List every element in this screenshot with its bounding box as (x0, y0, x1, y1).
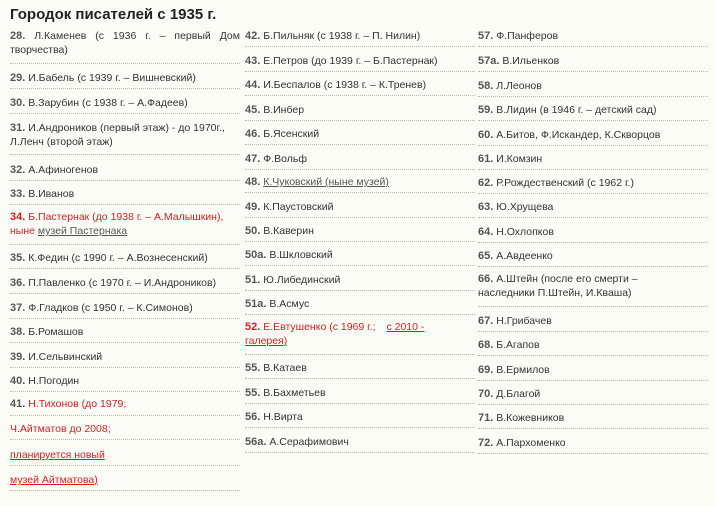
list-item: 42. Б.Пильняк (с 1938 г. – П. Нилин) (245, 26, 475, 47)
list-item: 40. Н.Погодин (10, 370, 240, 392)
list-item: 67. Н.Грибачев (478, 309, 708, 332)
list-item: 50а. В.Шкловский (245, 244, 475, 266)
list-item: 52. Е.Евтушенко (с 1969 г.; с 2010 - галерея) (245, 317, 475, 355)
museum-pasternak-link[interactable]: музей Пастернака (37, 225, 128, 237)
list-item: 60. А.Битов, Ф.Искандер, К.Скворцов (478, 123, 708, 146)
list-item: 51а. В.Асмус (245, 293, 475, 315)
gallery-link-2[interactable]: галерея) (245, 335, 288, 347)
list-item: 58. Л.Леонов (478, 74, 708, 97)
list-item: 68. Б.Агапов (478, 334, 708, 356)
list-item: 36. П.Павленко (с 1970 г. – И.Андроников) (10, 272, 240, 294)
list-item: 50. В.Каверин (245, 220, 475, 242)
list-item: Ч.Айтматов до 2008; (10, 418, 240, 440)
list-item: 33. В.Иванов (10, 183, 240, 205)
list-item: 55. В.Катаев (245, 357, 475, 379)
list-item: 48. К.Чуковский (ныне музей) (245, 171, 475, 193)
list-item: 45. В.Инбер (245, 98, 475, 121)
list-item: 35. К.Федин (с 1990 г. – А.Вознесенский) (10, 247, 240, 269)
list-item: 62. Р.Рождественский (с 1962 г.) (478, 172, 708, 194)
list-item: 64. Н.Охлопков (478, 220, 708, 243)
aitmatov-museum-link[interactable]: музей Айтматова) (10, 474, 98, 486)
chukovsky-museum-link[interactable]: К.Чуковский (ныне музей) (263, 176, 389, 188)
list-item: 39. И.Сельвинский (10, 345, 240, 368)
list-item: 69. В.Ермилов (478, 358, 708, 381)
list-item: 28. Л.Каменев (с 1936 г. – первый Дом творчества) (10, 26, 240, 64)
list-item: 71. В.Кожевников (478, 407, 708, 429)
list-item: 32. А.Афиногенов (10, 158, 240, 181)
list-item: 63. Ю.Хрущева (478, 196, 708, 218)
list-item: 46. Б.Ясенский (245, 122, 475, 145)
list-item: 56а. А.Серафимович (245, 430, 475, 453)
list-item: 34. Б.Пастернак (до 1938 г. – А.Малышкин), ныне музей Пастернака (10, 207, 240, 245)
list-item: 31. И.Андроников (первый этаж) - до 1970г., Л.Ленч (второй этаж) (10, 117, 240, 155)
list-item: 30. В.Зарубин (с 1938 г. – А.Фадеев) (10, 91, 240, 114)
page-title: Городок писателей с 1935 г. (10, 6, 217, 23)
list-item: 72. А.Пархоменко (478, 431, 708, 454)
list-item: 57а. В.Ильенков (478, 50, 708, 72)
list-item: 47. Ф.Вольф (245, 147, 475, 170)
list-item: 37. Ф.Гладков (с 1950 г. – К.Симонов) (10, 296, 240, 319)
list-item: 38. Б.Ромашов (10, 321, 240, 343)
list-item: 29. И.Бабель (с 1939 г. – Вишневский) (10, 67, 240, 89)
list-item: 56. Н.Вирта (245, 406, 475, 428)
list-item: 66. А.Штейн (после его смерти – наследники П.Штейн, И.Кваша) (478, 269, 708, 307)
list-item: 51. Ю.Либединский (245, 268, 475, 291)
list-item: 70. Д.Благой (478, 383, 708, 405)
list-item: 43. Е.Петров (до 1939 г. – Б.Пастернак) (245, 50, 475, 72)
list-item (10, 442, 240, 466)
list-item: 57. Ф.Панферов (478, 26, 708, 47)
list-item: 65. А.Авдеенко (478, 245, 708, 267)
list-item: 55. В.Бахметьев (245, 381, 475, 404)
list-item: 49. К.Паустовский (245, 195, 475, 218)
list-item: 61. И.Комзин (478, 147, 708, 170)
gallery-link[interactable]: с 2010 - (386, 321, 425, 333)
list-item (10, 468, 240, 491)
list-item: 41. Н.Тихонов (до 1979; (10, 394, 240, 416)
list-item: 44. И.Беспалов (с 1938 г. – К.Тренев) (245, 74, 475, 96)
planned-museum-link[interactable]: планируется новый (10, 449, 105, 461)
list-item: 59. В.Лидин (в 1946 г. – детский сад) (478, 99, 708, 121)
